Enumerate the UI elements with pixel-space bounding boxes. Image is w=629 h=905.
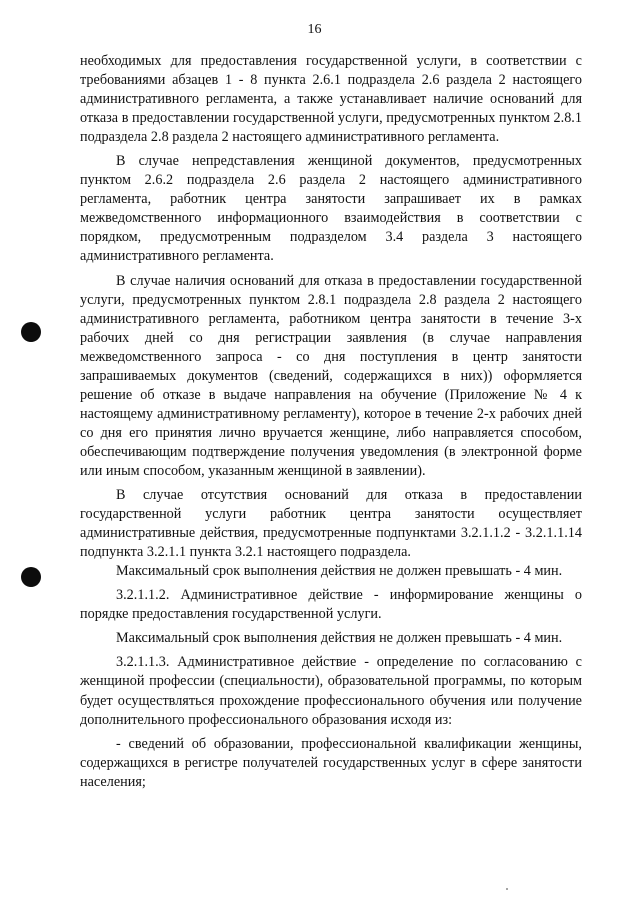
document-body [80, 52, 582, 792]
scan-speck [506, 888, 508, 890]
paragraph-7: Максимальный срок выполнения действия не должен превышать - 4 мин. [116, 630, 563, 647]
paragraph-6: 3.2.1.1.2. Административное действие - информирование женщины о порядке предоставления государственной услуги. [80, 587, 582, 623]
paragraph-8: 3.2.1.1.3. Административное действие - определение по согласованию с женщиной профессии (специальности), образовательной программы, по которым будет осуществляться прохождение профессионального обучения или получение дополнительного профессионального образования исходя из: [80, 654, 582, 728]
page-number: 16 [307, 22, 322, 37]
paragraph-1: необходимых для предоставления государственной услуги, в соответствии с требованиями абзацев 1 - 8 пункта 2.6.1 подраздела 2.6 раздела 2 настоящего административного регламента, а также устанавливает наличие оснований для отказа в предоставлении государственной услуги, предусмотренных пунктом 2.8.1 подраздела 2.8 раздела 2 настоящего административного регламента. [80, 53, 582, 146]
paragraph-5: Максимальный срок выполнения действия не должен превышать - 4 мин. [116, 563, 563, 580]
punch-hole-upper [21, 322, 41, 342]
paragraph-3: В случае наличия оснований для отказа в предоставлении государственной услуги, предусмотренных пунктом 2.8.1 подраздела 2.8 раздела 2 настоящего административного регламента, работником центра занятости в течение 3-х рабочих дней со дня регистрации заявления (в случае направления межведомственного запроса - со дня поступления в центр занятости запрашиваемых документов (сведений, содержащихся в них)) оформляется решение об отказе в выдаче направления на обучение (Приложение № 4 к настоящему административному регламенту), которое в течение 2-х рабочих дней со дня его принятия лично вручается женщине, либо направляется способом, обеспечивающим подтверждение получения уведомления (в электронной форме или иным способом, указанным женщиной в заявлении). [80, 272, 582, 479]
paragraph-2: В случае непредставления женщиной документов, предусмотренных пунктом 2.6.2 подраздела 2.6 раздела 2 настоящего административного регламента, работник центра занятости запрашивает их в рамках межведомственного информационного взаимодействия в соответствии с порядком, предусмотренным подразделом 3.4 раздела 3 настоящего административного регламента. [80, 153, 582, 265]
punch-hole-lower [21, 567, 41, 587]
paragraph-9: - сведений об образовании, профессиональной квалификации женщины, содержащихся в регистре получателей государственных услуг в сфере занятости населения; [80, 735, 582, 790]
paragraph-4: В случае отсутствия оснований для отказа в предоставлении государственной услуги работник центра занятости осуществляет административные действия, предусмотренные подпунктами 3.2.1.1.2 - 3.2.1.1.14 подпункта 3.2.1.1 пункта 3.2.1 настоящего подраздела. [80, 487, 582, 561]
